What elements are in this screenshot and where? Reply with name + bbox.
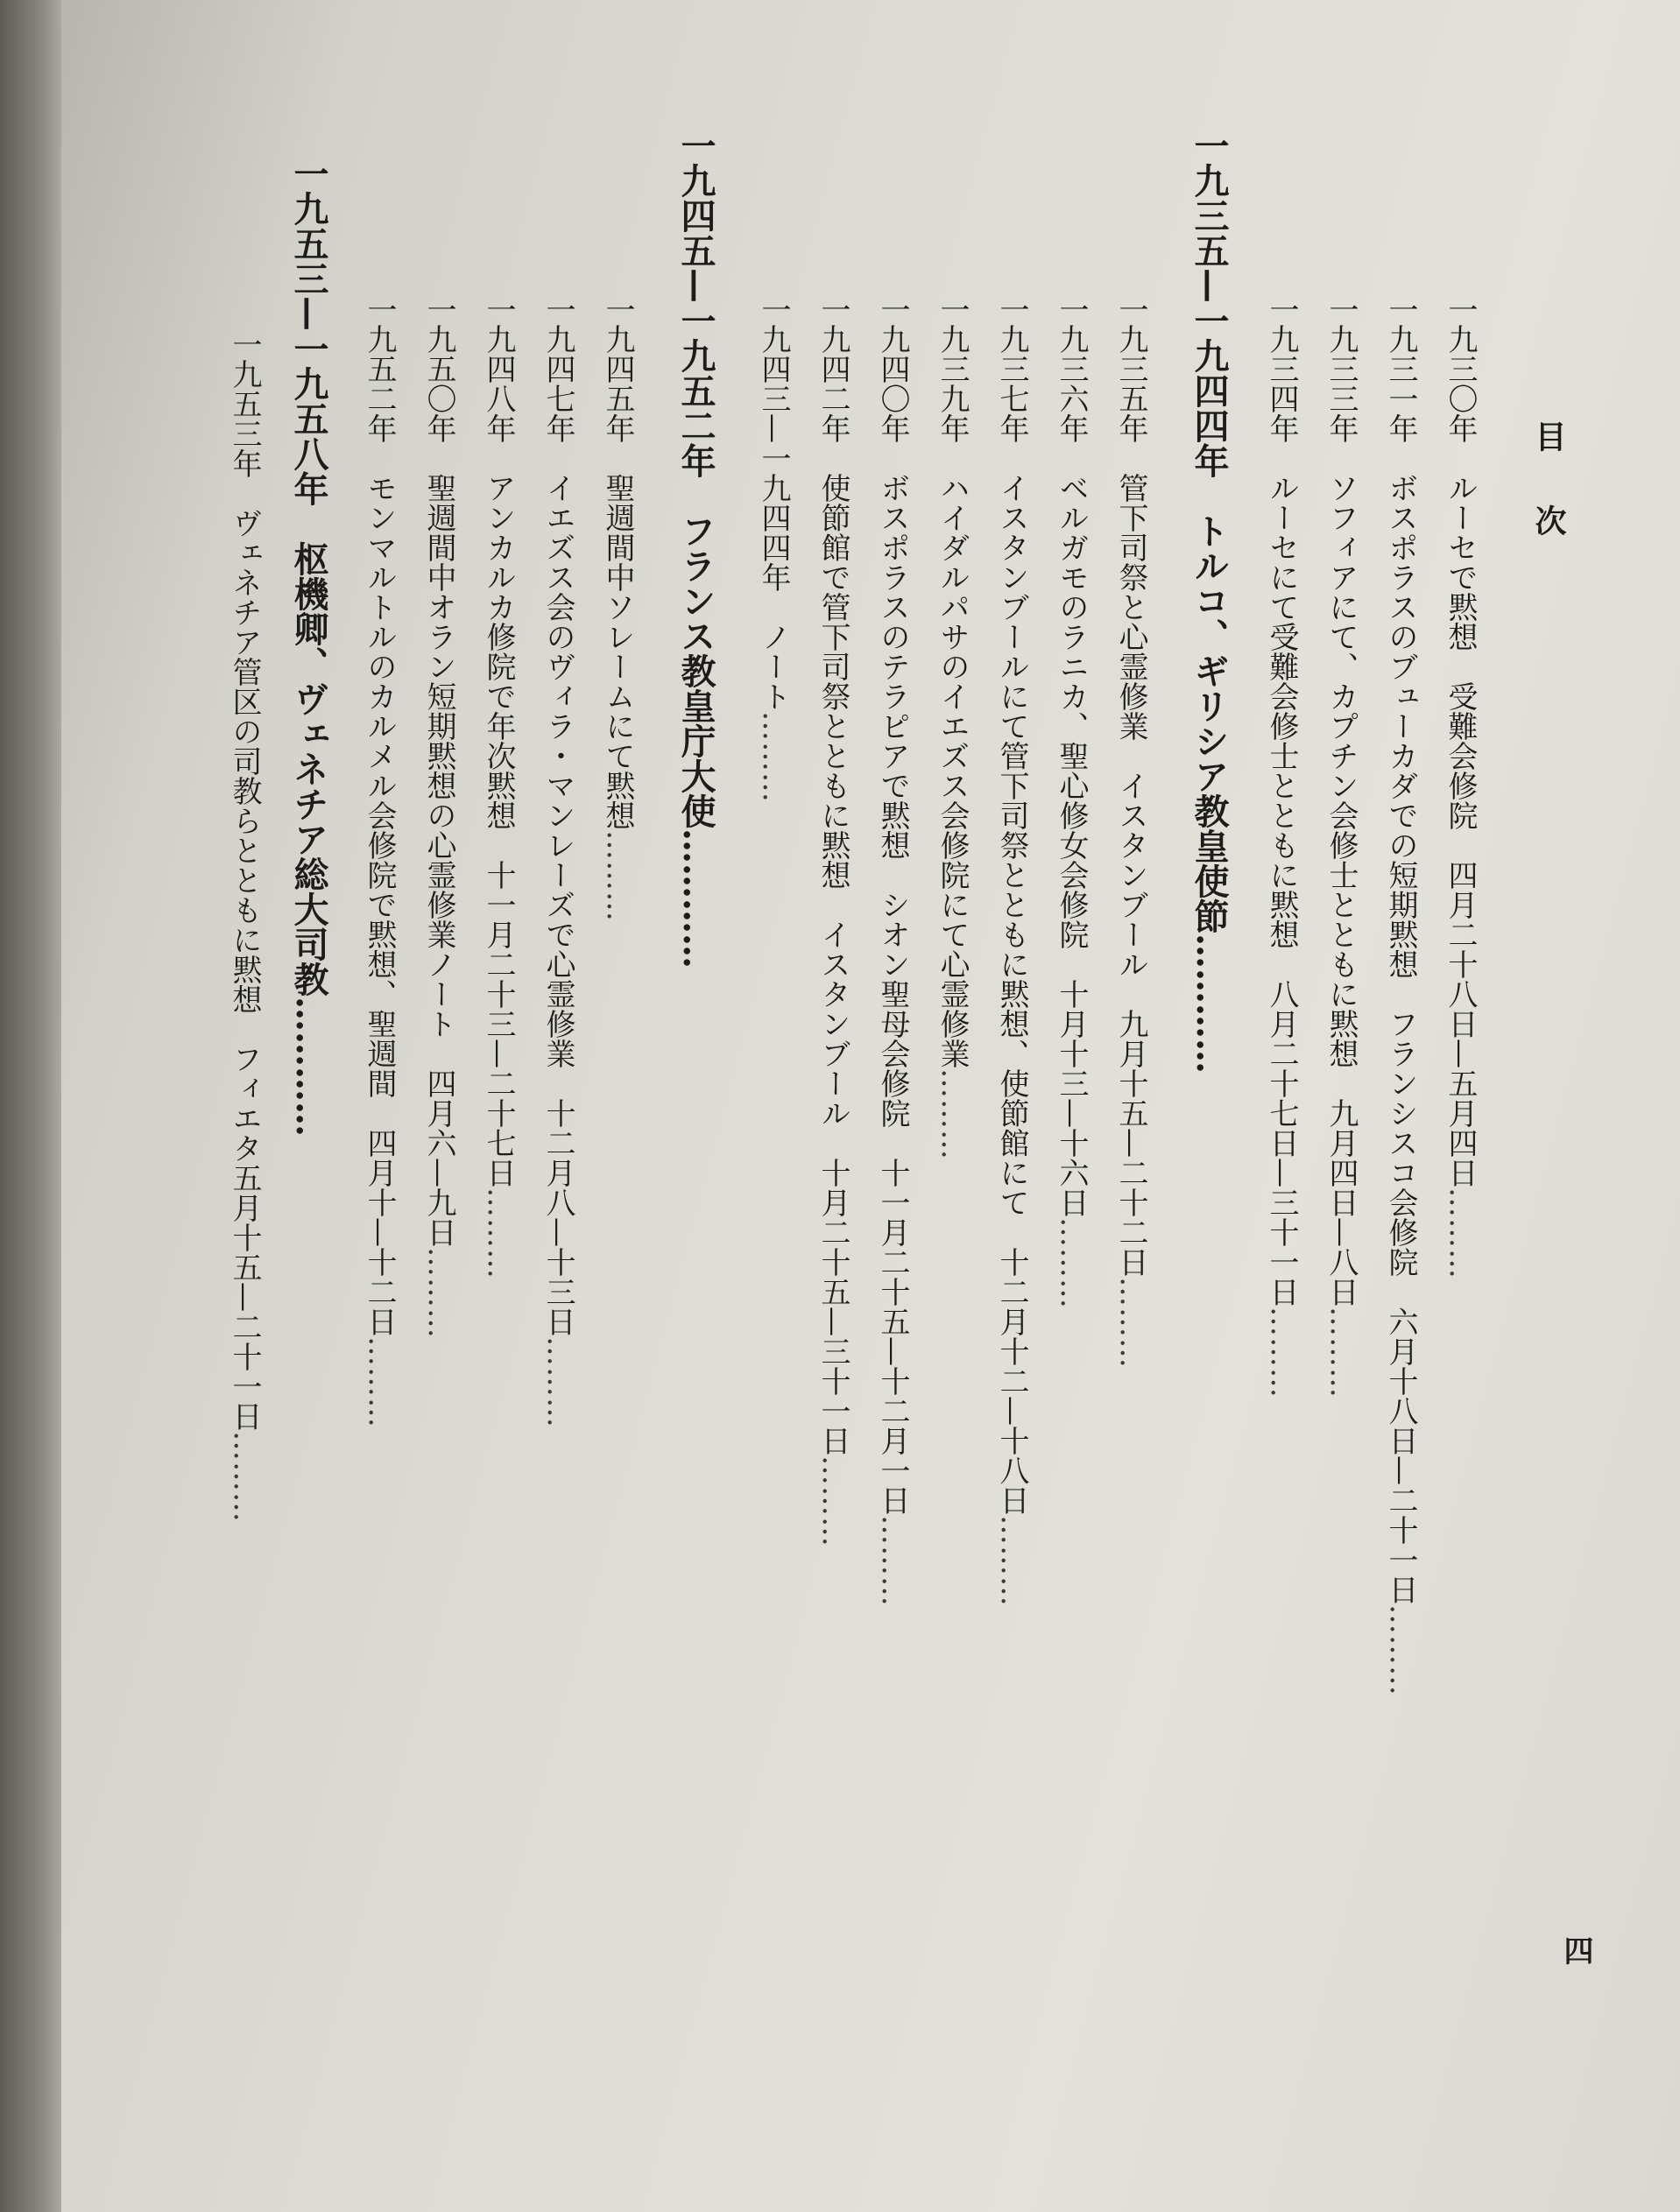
toc-entry-text: 一九三七年 イスタンブールにて管下司祭とともに黙想、使節館にて 十二月十二—十八日: [994, 294, 1029, 1515]
toc-entry-text: 一九四三—一九四四年 ノート: [756, 294, 791, 711]
leader-dots: ………: [875, 1515, 910, 1607]
section-heading-turkey-greece[interactable]: 一九三五—一九四四年 トルコ、ギリシア教皇使節…………: [1189, 128, 1230, 1074]
toc-entry-text: 一九三四年 ルーセにて受難会修士とともに黙想 八月二十七日—三十一日: [1264, 294, 1299, 1307]
toc-entry[interactable]: [227, 329, 262, 1523]
section-heading-venice-patriarch[interactable]: 一九五三—一九五八年 枢機卿、ヴェネチア総大司教…………: [288, 156, 329, 1137]
page-title: 目次: [1530, 420, 1567, 588]
toc-entry[interactable]: [600, 294, 635, 922]
toc-entry[interactable]: [1383, 294, 1418, 1696]
leader-dots: ………: [600, 830, 635, 922]
toc-entry-text: 一九五三年 ヴェネチア管区の司教らとともに黙想 フィエタ五月十五—二十一日: [227, 329, 262, 1431]
leader-dots: ………: [756, 711, 791, 803]
book-binding-shadow: [0, 0, 70, 2212]
toc-entry[interactable]: [815, 294, 851, 1547]
leader-dots: …………: [675, 828, 716, 969]
toc-entry-text: 一九四八年 アンカルカ修院で年次黙想 十一月二十三—二十七日: [481, 294, 516, 1187]
toc-entry[interactable]: [1443, 294, 1478, 1279]
leader-dots: ………: [1054, 1217, 1089, 1309]
leader-dots: …………: [1189, 933, 1230, 1074]
toc-entry[interactable]: [935, 294, 970, 1160]
toc-entry-text: 一九三〇年 ルーセで黙想 受難会修院 四月二十八日—五月四日: [1443, 294, 1478, 1187]
section-heading-france-nuncio[interactable]: 一九四五—一九五二年 フランス教皇庁大使…………: [675, 128, 716, 969]
book-page: [61, 0, 1680, 2212]
toc-entry-text: 一九三一年 ボスポラスのブューカダでの短期黙想 フランシスコ会修院 六月十八日—二十一日: [1383, 294, 1418, 1604]
toc-entry[interactable]: [421, 294, 456, 1339]
leader-dots: ………: [421, 1247, 456, 1339]
leader-dots: ………: [1443, 1187, 1478, 1279]
leader-dots: ………: [1324, 1307, 1359, 1398]
toc-entry-text: 一九三六年 ベルガモのラニカ、聖心修女会修院 十月十三—十六日: [1054, 294, 1089, 1217]
toc-entry[interactable]: [756, 294, 791, 803]
toc-entry-text: 一九四五年 聖週間中ソレームにて黙想: [600, 294, 635, 830]
toc-entry[interactable]: [540, 294, 575, 1428]
page-number: 四: [1558, 1935, 1593, 1965]
leader-dots: ………: [994, 1515, 1029, 1607]
leader-dots: ………: [481, 1187, 516, 1279]
leader-dots: ………: [815, 1455, 851, 1547]
toc-entry[interactable]: [1324, 294, 1359, 1398]
toc-entry[interactable]: [362, 294, 397, 1428]
leader-dots: ………: [1383, 1604, 1418, 1696]
leader-dots: ………: [1264, 1307, 1299, 1398]
leader-dots: ………: [540, 1336, 575, 1428]
toc-entry[interactable]: [875, 294, 910, 1607]
toc-entry-text: 一九五〇年 聖週間中オラン短期黙想の心霊修業ノート 四月六—九日: [421, 294, 456, 1247]
toc-entry-text: 一九四〇年 ボスポラスのテラピアで黙想 シオン聖母会修院 十一月二十五—十二月一日: [875, 294, 910, 1515]
toc-entry[interactable]: [994, 294, 1029, 1607]
toc-entry[interactable]: [1264, 294, 1299, 1398]
leader-dots: …………: [288, 997, 329, 1137]
toc-entry-text: 一九四二年 使節館で管下司祭とともに黙想 イスタンブール 十月二十五—三十一日: [815, 294, 851, 1455]
toc-entry[interactable]: [1054, 294, 1089, 1309]
leader-dots: ………: [227, 1431, 262, 1523]
leader-dots: ………: [1113, 1277, 1148, 1369]
toc-entry-text: 一九三五年 管下司祭と心霊修業 イスタンブール 九月十五—二十二日: [1113, 294, 1148, 1277]
toc-entry-text: 一九三九年 ハイダルパサのイエズス会修院にて心霊修業: [935, 294, 970, 1068]
toc-entry-text: 一九五二年 モンマルトルのカルメル会修院で黙想、聖週間 四月十—十二日: [362, 294, 397, 1336]
toc-entry[interactable]: [481, 294, 516, 1279]
toc-entry-text: 一九四七年 イエズス会のヴィラ・マンレーズで心霊修業 十二月八—十三日: [540, 294, 575, 1336]
leader-dots: ………: [362, 1336, 397, 1428]
leader-dots: ………: [935, 1068, 970, 1160]
toc-entry[interactable]: [1113, 294, 1148, 1369]
toc-entry-text: 一九三三年 ソフィアにて、カプチン会修士とともに黙想 九月四日—八日: [1324, 294, 1359, 1307]
